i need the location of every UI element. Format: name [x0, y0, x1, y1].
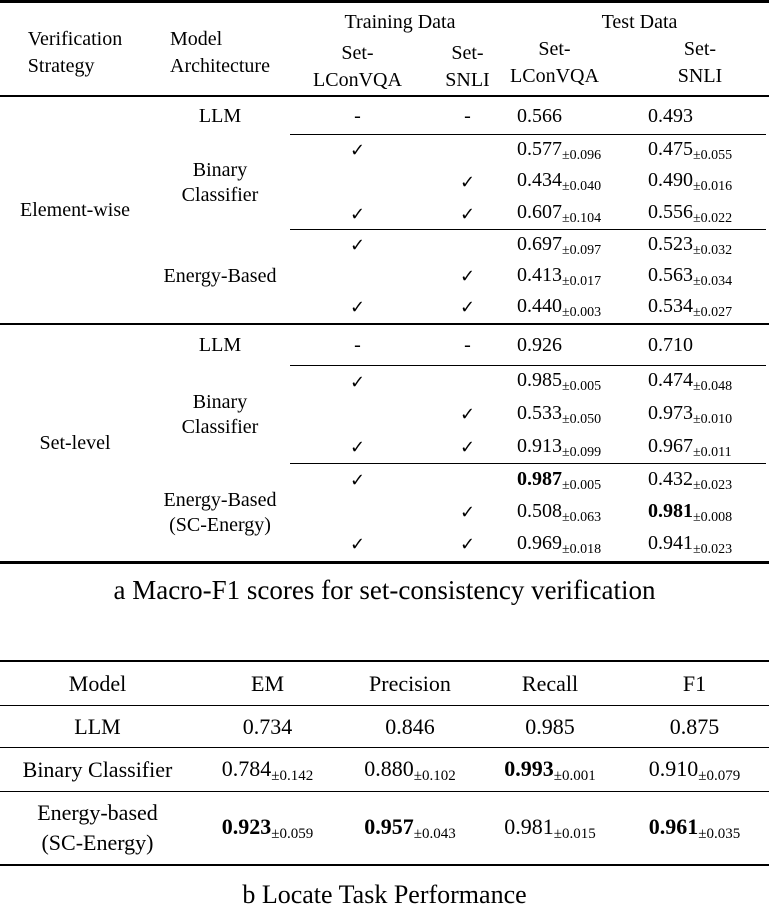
- score-std: ±0.063: [562, 509, 602, 525]
- score-cell: [510, 464, 645, 497]
- locate-task-table: [0, 660, 769, 866]
- score-std: ±0.008: [693, 509, 733, 525]
- score-value: 0.875: [669, 714, 720, 739]
- score-value: 0.941: [648, 531, 693, 554]
- score-value: 0.926: [517, 334, 562, 356]
- header-test-set-lconvqa: [510, 3, 645, 97]
- score-value: 0.440: [517, 294, 562, 317]
- checkmark-icon: [425, 464, 510, 497]
- header-test-data-label: Test Data: [601, 11, 678, 33]
- score-value: 0.710: [648, 334, 693, 356]
- score-value: 0.846: [385, 714, 435, 739]
- model-binary-classifier: Binary Classifier: [22, 757, 173, 782]
- checkmark-icon: ✓: [459, 534, 476, 555]
- model-label-line1: Binary: [192, 158, 248, 181]
- score-std: ±0.040: [562, 179, 602, 194]
- subheader-set: Set-: [341, 41, 374, 64]
- header-model-architecture: [150, 3, 290, 97]
- score-value: 0.607: [517, 201, 562, 223]
- header-test-set-snli: [645, 3, 769, 97]
- checkmark-icon: [425, 366, 510, 398]
- header-verification-line2: Strategy: [27, 55, 95, 77]
- header-precision: Precision: [369, 671, 451, 696]
- score-cell: [645, 464, 769, 497]
- score-value: 0.534: [648, 294, 693, 317]
- model-llm: LLM: [198, 104, 242, 127]
- section-label-set-level: Set-level: [39, 431, 111, 454]
- score-cell: [510, 135, 645, 166]
- checkmark-icon: [425, 230, 510, 261]
- score-value: 0.490: [648, 169, 693, 191]
- score-value: 0.985: [525, 714, 575, 739]
- checkmark-icon: ✓: [459, 297, 476, 318]
- score-value: 0.697: [517, 232, 562, 255]
- subheader-lconvqa: LConVQA: [313, 68, 402, 91]
- caption-b: b Locate Task Performance: [242, 880, 527, 909]
- score-cell: [645, 292, 769, 323]
- header-model-line2: Architecture: [170, 55, 270, 77]
- score-cell: [620, 706, 769, 748]
- checkmark-icon: ✓: [459, 437, 476, 458]
- checkmark-icon: [290, 398, 425, 431]
- score-cell: [340, 748, 480, 792]
- header-verification-strategy: [0, 3, 150, 97]
- subheader-snli: SNLI: [445, 68, 490, 91]
- header-train-set-lconvqa: [290, 3, 425, 97]
- score-std: ±0.104: [562, 211, 602, 226]
- header-model-line1: Model: [170, 28, 223, 50]
- score-cell: [645, 97, 769, 135]
- score-value: 0.432: [648, 467, 693, 490]
- caption-a: a Macro-F1 scores for set-consistency verification: [113, 575, 656, 605]
- score-cell: [510, 325, 645, 366]
- score-std: ±0.005: [562, 477, 602, 493]
- score-std: ±0.022: [693, 211, 733, 226]
- score-value: 0.910: [648, 755, 699, 781]
- score-std: ±0.142: [271, 767, 314, 784]
- model-sc-energy: [150, 464, 290, 561]
- model-label-line1: Energy-based: [37, 800, 158, 825]
- score-std: ±0.032: [693, 242, 733, 258]
- score-cell: [645, 230, 769, 261]
- model-llm: LLM: [74, 714, 121, 739]
- score-cell: [645, 135, 769, 166]
- score-std: ±0.102: [413, 767, 456, 784]
- score-value-best: 0.993: [504, 755, 554, 781]
- header-train-set-snli: [425, 3, 510, 97]
- score-cell: [645, 325, 769, 366]
- checkmark-icon: ✓: [459, 203, 476, 225]
- score-cell: [510, 398, 645, 431]
- score-std: ±0.015: [553, 825, 596, 842]
- score-cell: [620, 792, 769, 864]
- score-cell: [645, 398, 769, 431]
- checkmark-icon: ✓: [349, 437, 366, 458]
- model-llm: LLM: [198, 334, 242, 356]
- train-snli-dash: -: [464, 104, 471, 127]
- score-std: ±0.097: [562, 242, 602, 258]
- header-training-data-label: Training Data: [344, 11, 456, 33]
- score-cell: [645, 366, 769, 398]
- score-cell: [510, 230, 645, 261]
- score-value: 0.969: [517, 531, 562, 554]
- train-snli-dash: -: [464, 334, 471, 356]
- score-value-best: 0.981: [648, 499, 693, 522]
- score-std: ±0.023: [693, 477, 733, 493]
- subheader-set: Set-: [683, 38, 717, 60]
- header-model: Model: [68, 671, 127, 696]
- header-recall: Recall: [521, 671, 579, 696]
- score-value-best: 0.923: [221, 813, 272, 839]
- score-value: 0.981: [504, 813, 554, 839]
- score-std: ±0.023: [693, 541, 733, 557]
- score-cell: [195, 706, 340, 748]
- score-value: 0.913: [517, 434, 562, 457]
- checkmark-icon: ✓: [459, 404, 476, 425]
- score-cell: [510, 261, 645, 292]
- train-lconvqa-dash: -: [354, 104, 361, 127]
- score-cell: [645, 198, 769, 230]
- score-cell: [645, 261, 769, 292]
- score-value: 0.577: [517, 137, 562, 160]
- checkmark-icon: ✓: [349, 470, 366, 491]
- subheader-set: Set-: [538, 38, 571, 60]
- checkmark-icon: ✓: [459, 266, 476, 287]
- checkmark-icon: ✓: [459, 171, 476, 193]
- score-value: 0.434: [517, 169, 562, 191]
- score-std: ±0.050: [562, 411, 602, 427]
- score-cell: [195, 792, 340, 864]
- score-cell: [645, 166, 769, 198]
- score-value: 0.413: [517, 263, 562, 286]
- score-std: ±0.017: [562, 273, 602, 289]
- checkmark-icon: ✓: [349, 371, 366, 393]
- score-value: 0.734: [242, 714, 293, 739]
- train-lconvqa-dash: -: [354, 334, 361, 356]
- checkmark-icon: [290, 261, 425, 292]
- score-value: 0.563: [648, 263, 693, 286]
- score-cell: [510, 292, 645, 323]
- score-value: 0.566: [517, 104, 562, 127]
- score-cell: [645, 431, 769, 464]
- score-std: ±0.048: [693, 379, 733, 394]
- score-cell: [645, 497, 769, 528]
- header-verification-line1: Verification: [27, 28, 123, 50]
- score-value: 0.523: [648, 232, 693, 255]
- score-std: ±0.099: [562, 444, 602, 460]
- subheader-snli: SNLI: [677, 65, 723, 87]
- score-std: ±0.003: [562, 304, 602, 320]
- score-std: ±0.018: [562, 541, 602, 557]
- score-cell: [510, 528, 645, 561]
- score-std: ±0.035: [698, 825, 741, 842]
- score-cell: [480, 748, 620, 792]
- score-value: 0.474: [648, 369, 693, 391]
- score-value: 0.973: [648, 401, 693, 424]
- score-value: 0.967: [648, 434, 693, 457]
- score-std: ±0.096: [562, 147, 602, 163]
- score-std: ±0.001: [553, 767, 596, 784]
- score-cell: [480, 792, 620, 864]
- section-label-element-wise: Element-wise: [20, 198, 130, 221]
- checkmark-icon: ✓: [349, 534, 366, 555]
- score-cell: [510, 366, 645, 398]
- score-value: 0.985: [517, 369, 562, 391]
- checkmark-icon: [290, 497, 425, 528]
- score-std: ±0.055: [693, 147, 733, 163]
- score-cell: [195, 748, 340, 792]
- score-cell: [620, 748, 769, 792]
- score-value: 0.475: [648, 137, 693, 160]
- score-std: ±0.079: [698, 767, 741, 784]
- model-binary-classifier: [150, 366, 290, 464]
- checkmark-icon: ✓: [349, 235, 366, 256]
- score-std: ±0.005: [562, 379, 602, 394]
- score-value-best: 0.987: [517, 467, 562, 490]
- score-std: ±0.011: [693, 444, 732, 460]
- checkmark-icon: [425, 135, 510, 166]
- score-cell: [510, 97, 645, 135]
- checkmark-icon: ✓: [349, 140, 366, 161]
- model-energy-based: Energy-Based: [163, 265, 277, 287]
- header-em: EM: [251, 671, 284, 696]
- score-value: 0.493: [648, 104, 693, 127]
- score-value-best: 0.961: [648, 813, 699, 839]
- model-binary-classifier: [150, 135, 290, 230]
- score-value: 0.556: [648, 201, 693, 223]
- score-value: 0.880: [364, 755, 414, 781]
- score-value-best: 0.957: [364, 813, 414, 839]
- checkmark-icon: ✓: [349, 203, 366, 225]
- score-std: ±0.034: [693, 273, 733, 289]
- score-cell: [340, 792, 480, 864]
- model-label-line2: Classifier: [181, 183, 259, 206]
- model-label-line2: (SC-Energy): [41, 830, 154, 855]
- model-sc-energy: [0, 792, 195, 864]
- score-value: 0.508: [517, 499, 562, 522]
- score-std: ±0.027: [693, 304, 733, 320]
- checkmark-icon: ✓: [349, 297, 366, 318]
- score-std: ±0.059: [271, 825, 314, 842]
- score-value: 0.784: [221, 755, 272, 781]
- score-cell: [510, 431, 645, 464]
- subheader-lconvqa: LConVQA: [510, 65, 599, 87]
- score-std: ±0.043: [413, 825, 456, 842]
- model-label-line1: Binary: [192, 391, 248, 413]
- score-cell: [340, 706, 480, 748]
- header-f1: F1: [682, 671, 707, 696]
- model-label-line2: Classifier: [181, 416, 259, 438]
- score-cell: [510, 198, 645, 230]
- score-cell: [510, 166, 645, 198]
- checkmark-icon: [290, 166, 425, 198]
- subheader-set: Set-: [451, 41, 484, 64]
- score-std: ±0.010: [693, 411, 733, 427]
- score-value: 0.533: [517, 401, 562, 424]
- checkmark-icon: ✓: [459, 502, 476, 523]
- model-label-line1: Energy-Based: [163, 488, 277, 511]
- score-cell: [645, 528, 769, 561]
- model-label-line2: (SC-Energy): [169, 513, 271, 536]
- score-cell: [480, 706, 620, 748]
- score-std: ±0.016: [693, 179, 733, 194]
- score-cell: [510, 497, 645, 528]
